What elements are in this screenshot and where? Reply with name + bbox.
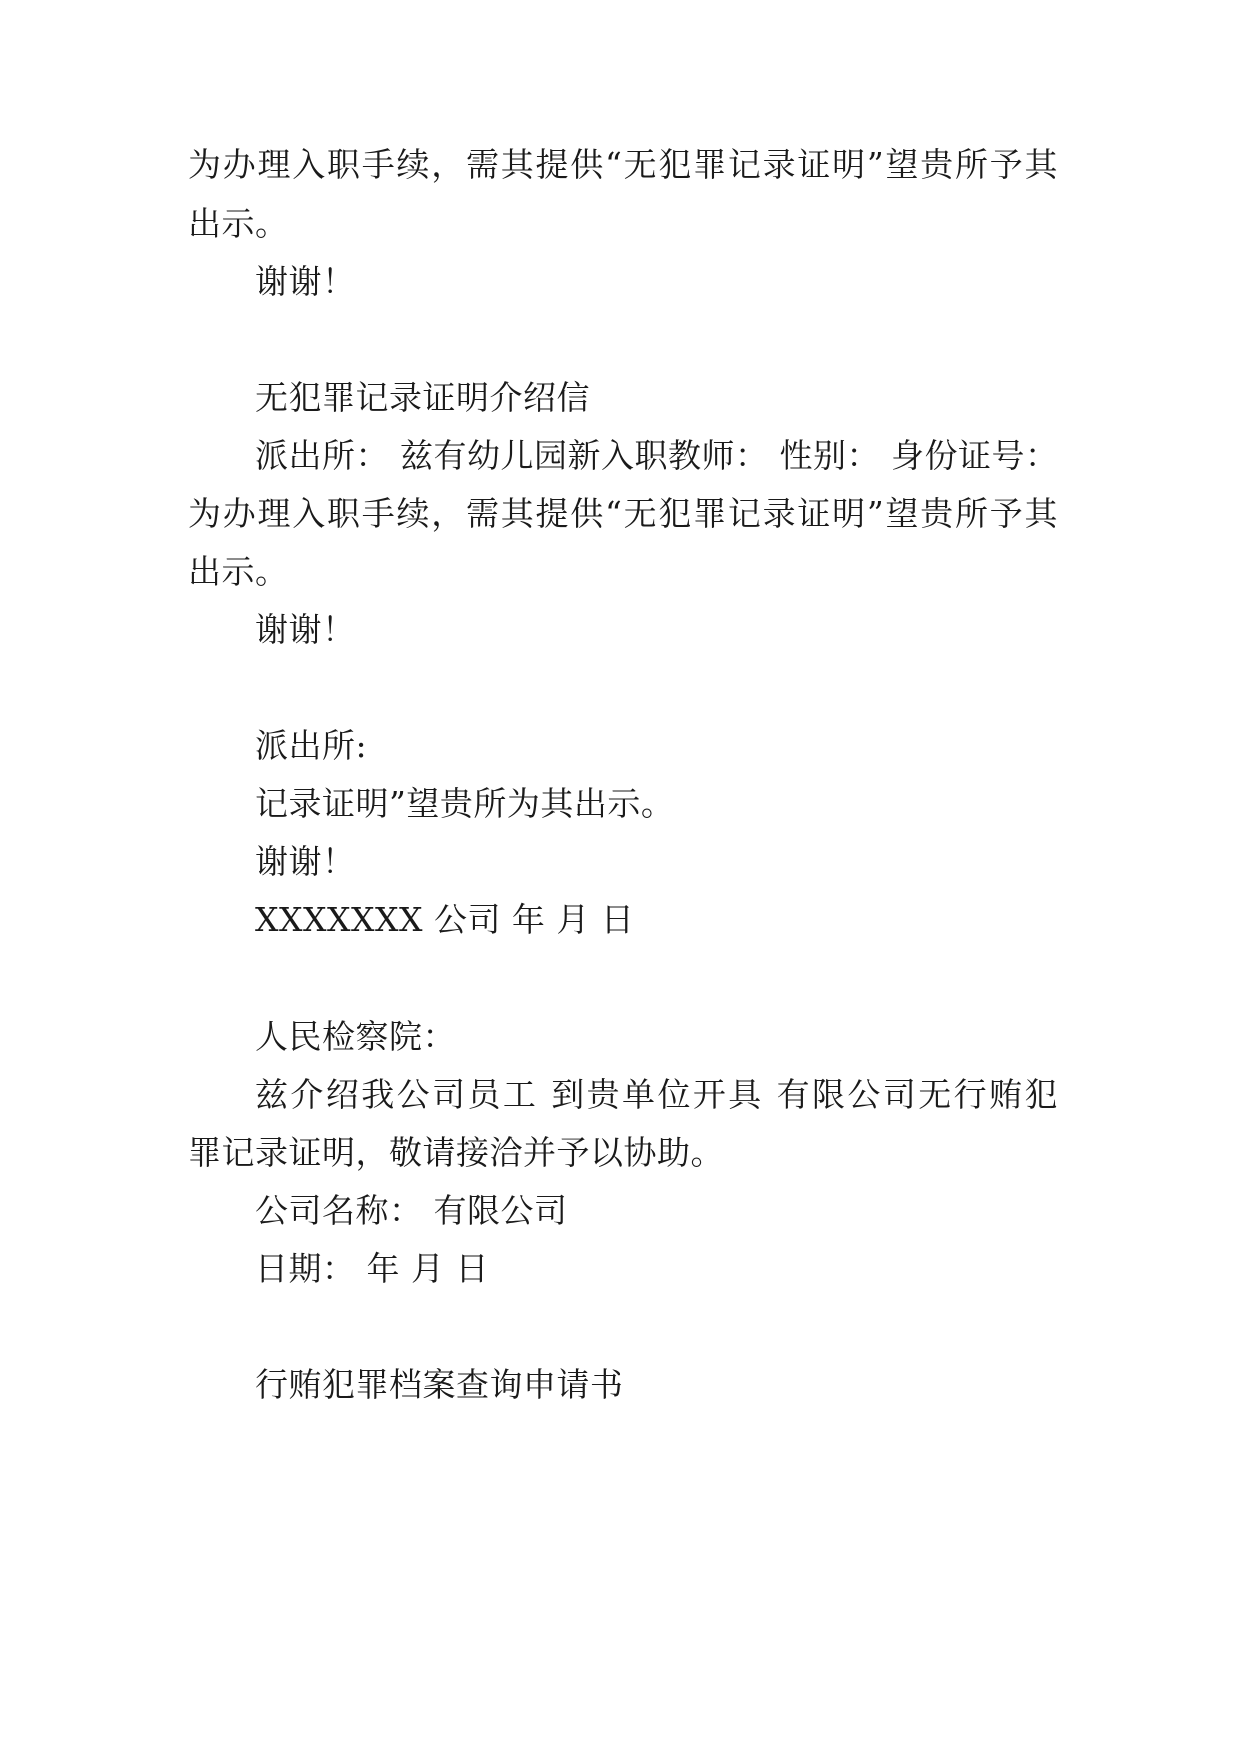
company-name-line: 公司名称： 有限公司 — [255, 1191, 568, 1230]
paragraph-line: 记录证明”望贵所为其出示。 — [255, 784, 675, 823]
paragraph-line: 罪记录证明，敬请接洽并予以协助。 — [188, 1133, 724, 1172]
section-title: 行贿犯罪档案查询申请书 — [255, 1365, 624, 1404]
addressee-line: 人民检察院： — [255, 1017, 456, 1056]
addressee-line: 派出所: — [255, 726, 368, 765]
paragraph-line: 出示。 — [188, 204, 289, 243]
thanks-line: 谢谢！ — [255, 842, 356, 881]
paragraph-line: 为办理入职手续，需其提供“无犯罪记录证明”望贵所予其 — [188, 494, 1058, 533]
signature-line: XXXXXXX 公司 年 月 日 — [255, 900, 635, 939]
thanks-line: 谢谢！ — [255, 610, 356, 649]
paragraph-line: 为办理入职手续，需其提供“无犯罪记录证明”望贵所予其 — [188, 145, 1058, 184]
paragraph-line: 出示。 — [188, 552, 289, 591]
paragraph-line: 派出所： 兹有幼儿园新入职教师： 性别： 身份证号： — [255, 436, 1059, 475]
date-line: 日期： 年 月 日 — [255, 1249, 489, 1288]
paragraph-line: 兹介绍我公司员工 到贵单位开具 有限公司无行贿犯 — [255, 1075, 1058, 1114]
section-title: 无犯罪记录证明介绍信 — [255, 378, 590, 417]
thanks-line: 谢谢！ — [255, 262, 356, 301]
